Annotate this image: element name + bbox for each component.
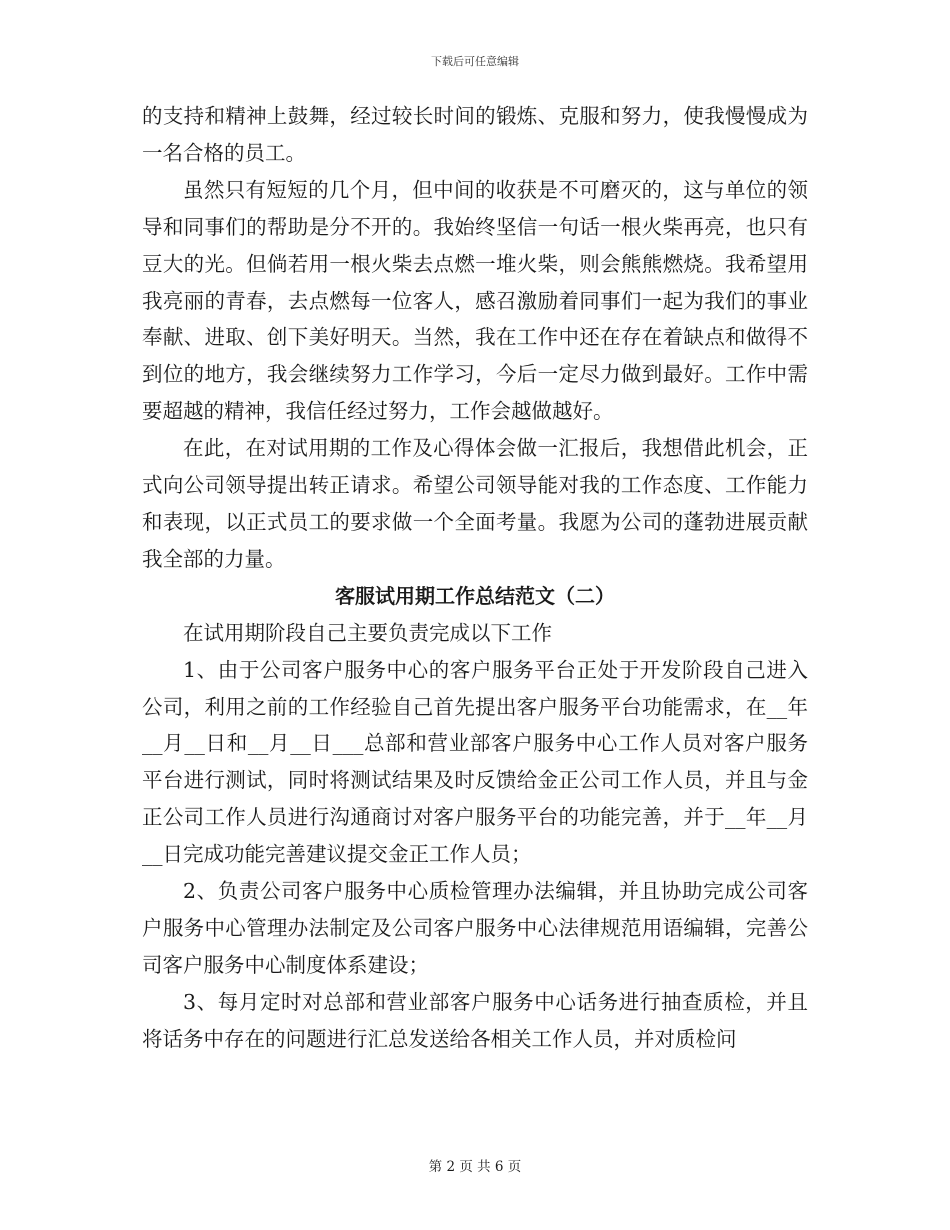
paragraph-continued: 的支持和精神上鼓舞，经过较长时间的锻炼、克服和努力，使我慢慢成为一名合格的员工。 xyxy=(142,104,808,165)
list-item: 1、由于公司客户服务中心的客户服务平台正处于开发阶段自己进入公司，利用之前的工作经验自己首先提出客户服务平台功能需求，在__年__月__日和__月__日___总部和营业部客户服务中心工作人员对客户服务平台进行测试，同时将测试结果及时反馈给金正公司工作人员，并且与金正公司工作人员进行沟通商讨对客户服务平台的功能完善，并于__年__月__日完成功能完善建议提交金正工作人员； xyxy=(142,657,808,867)
list-item: 2、负责公司客户服务中心质检管理办法编辑，并且协助完成公司客户服务中心管理办法制定及公司客户服务中心法律规范用语编辑，完善公司客户服务中心制度体系建设； xyxy=(142,879,808,977)
paragraph: 在此，在对试用期的工作及心得体会做一汇报后，我想借此机会，正式向公司领导提出转正请求。希望公司领导能对我的工作态度、工作能力和表现，以正式员工的要求做一个全面考量。我愿为公司的蓬勃进展贡献我全部的力量。 xyxy=(142,436,808,571)
list-item: 3、每月定时对总部和营业部客户服务中心话务进行抽查质检，并且将话务中存在的问题进行汇总发送给各相关工作人员，并对质检问 xyxy=(142,989,808,1051)
header-note: 下载后可任意编辑 xyxy=(431,55,519,68)
paragraph: 在试用期阶段自己主要负责完成以下工作 xyxy=(183,620,552,645)
paragraph: 虽然只有短短的几个月，但中间的收获是不可磨灭的，这与单位的领导和同事们的帮助是分不开的。我始终坚信一句话一根火柴再亮，也只有豆大的光。但倘若用一根火柴去点燃一堆火柴，则会熊熊燃烧。我希望用我亮丽的青春，去点燃每一位客人，感召激励着同事们一起为我们的事业奉献、进取、创下美好明天。当然，我在工作中还在存在着缺点和做得不到位的地方，我会继续努力工作学习，今后一定尽力做到最好。工作中需要超越的精神，我信任经过努力，工作会越做越好。 xyxy=(142,177,808,424)
section-title: 客服试用期工作总结范文（二） xyxy=(335,583,615,608)
document-body xyxy=(142,98,808,1058)
page-number: 第 2 页 共 6 页 xyxy=(428,1159,522,1175)
